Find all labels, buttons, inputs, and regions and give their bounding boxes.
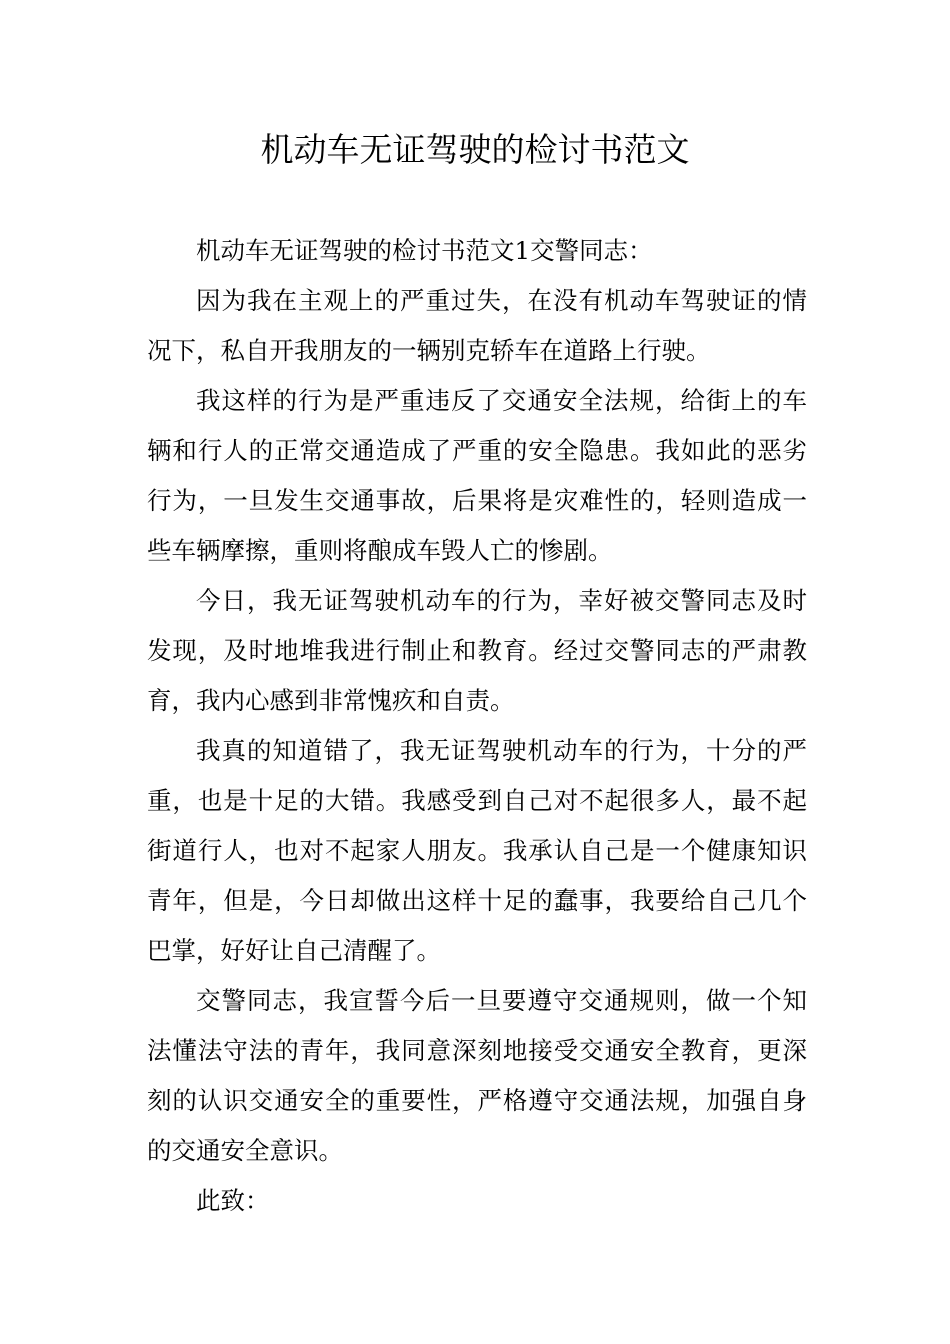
paragraph-discovery: 今日，我无证驾驶机动车的行为，幸好被交警同志及时发现，及时地堆我进行制止和教育。经过交警同志的严肃教育，我内心感到非常愧疚和自责。 (147, 586, 807, 715)
paragraph-pledge: 交警同志，我宣誓今后一旦要遵守交通规则，做一个知法懂法守法的青年，我同意深刻地接受交通安全教育，更深刻的认识交通安全的重要性，严格遵守交通法规，加强自身的交通安全意识。 (147, 986, 807, 1165)
paragraph-consequences: 我这样的行为是严重违反了交通安全法规，给街上的车辆和行人的正常交通造成了严重的安全隐患。我如此的恶劣行为，一旦发生交通事故，后果将是灾难性的，轻则造成一些车辆摩擦，重则将酿成车毁人亡的惨剧。 (147, 386, 807, 565)
paragraph-reason: 因为我在主观上的严重过失，在没有机动车驾驶证的情况下，私自开我朋友的一辆别克轿车在道路上行驶。 (147, 286, 807, 365)
paragraph-greeting: 机动车无证驾驶的检讨书范文1交警同志： (196, 236, 653, 265)
paragraph-admission: 我真的知道错了，我无证驾驶机动车的行为，十分的严重，也是十足的大错。我感受到自己对不起很多人，最不起街道行人，也对不起家人朋友。我承认自己是一个健康知识青年，但是，今日却做出这样十足的蠢事，我要给自己几个巴掌，好好让自己清醒了。 (147, 736, 807, 965)
document-title: 机动车无证驾驶的检讨书范文 (260, 130, 690, 169)
paragraph-closing: 此致： (196, 1186, 270, 1215)
document-body (147, 226, 807, 1226)
